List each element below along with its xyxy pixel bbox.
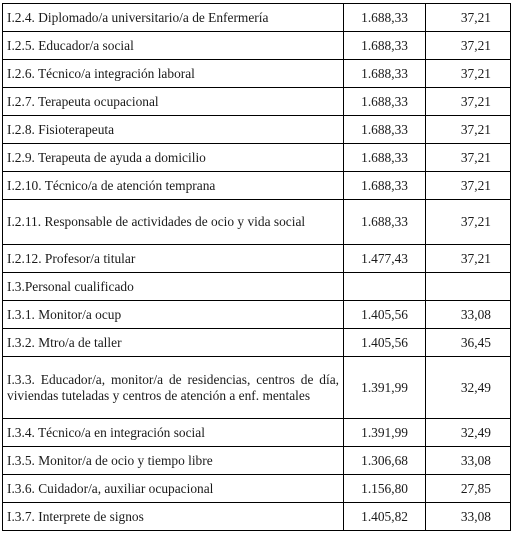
extra-cell: 27,85 — [426, 475, 511, 503]
salary-cell: 1.391,99 — [344, 357, 426, 419]
category-cell: I.2.4. Diplomado/a universitario/a de Enfermería — [3, 4, 344, 32]
category-cell: I.2.5. Educador/a social — [3, 32, 344, 60]
extra-cell: 33,08 — [426, 301, 511, 329]
table-row — [3, 329, 511, 357]
category-cell: I.2.11. Responsable de actividades de ocio y vida social — [3, 200, 344, 245]
table-row — [3, 357, 511, 419]
category-cell: I.3.7. Interprete de signos — [3, 503, 344, 531]
salary-table — [2, 3, 511, 531]
category-cell: I.2.10. Técnico/a de atención temprana — [3, 172, 344, 200]
table-row — [3, 301, 511, 329]
extra-cell: 37,21 — [426, 116, 511, 144]
extra-cell: 37,21 — [426, 144, 511, 172]
category-cell: I.2.7. Terapeuta ocupacional — [3, 88, 344, 116]
salary-cell: 1.688,33 — [344, 4, 426, 32]
section-header-row — [3, 273, 511, 301]
category-cell: I.2.8. Fisioterapeuta — [3, 116, 344, 144]
salary-cell: 1.688,33 — [344, 144, 426, 172]
table-row — [3, 245, 511, 273]
salary-cell: 1.405,56 — [344, 301, 426, 329]
table-row — [3, 88, 511, 116]
salary-cell: 1.156,80 — [344, 475, 426, 503]
salary-cell: 1.688,33 — [344, 200, 426, 245]
salary-cell: 1.688,33 — [344, 88, 426, 116]
table-row — [3, 172, 511, 200]
extra-cell: 33,08 — [426, 503, 511, 531]
extra-cell: 32,49 — [426, 357, 511, 419]
table-row — [3, 116, 511, 144]
salary-cell: 1.688,33 — [344, 116, 426, 144]
salary-cell: 1.306,68 — [344, 447, 426, 475]
salary-cell: 1.405,82 — [344, 503, 426, 531]
category-cell: I.2.9. Terapeuta de ayuda a domicilio — [3, 144, 344, 172]
category-cell: I.2.6. Técnico/a integración laboral — [3, 60, 344, 88]
extra-cell: 33,08 — [426, 447, 511, 475]
table-row — [3, 144, 511, 172]
salary-cell: 1.688,33 — [344, 60, 426, 88]
extra-cell: 32,49 — [426, 419, 511, 447]
salary-cell: 1.391,99 — [344, 419, 426, 447]
table-row — [3, 60, 511, 88]
salary-cell: 1.405,56 — [344, 329, 426, 357]
salary-cell: 1.477,43 — [344, 245, 426, 273]
category-cell: I.3.5. Monitor/a de ocio y tiempo libre — [3, 447, 344, 475]
table-row — [3, 4, 511, 32]
extra-cell: 37,21 — [426, 4, 511, 32]
table-row — [3, 475, 511, 503]
table-row — [3, 200, 511, 245]
category-cell: I.3.4. Técnico/a en integración social — [3, 419, 344, 447]
extra-cell: 36,45 — [426, 329, 511, 357]
extra-cell — [426, 273, 511, 301]
extra-cell: 37,21 — [426, 88, 511, 116]
extra-cell: 37,21 — [426, 60, 511, 88]
extra-cell: 37,21 — [426, 200, 511, 245]
category-cell: I.3.2. Mtro/a de taller — [3, 329, 344, 357]
extra-cell: 37,21 — [426, 172, 511, 200]
table-row — [3, 32, 511, 60]
extra-cell: 37,21 — [426, 32, 511, 60]
table-row — [3, 447, 511, 475]
section-title: I.3.Personal cualificado — [3, 273, 344, 301]
extra-cell: 37,21 — [426, 245, 511, 273]
salary-cell: 1.688,33 — [344, 172, 426, 200]
table-row — [3, 419, 511, 447]
salary-cell: 1.688,33 — [344, 32, 426, 60]
salary-cell — [344, 273, 426, 301]
table-row — [3, 503, 511, 531]
category-cell: I.3.6. Cuidador/a, auxiliar ocupacional — [3, 475, 344, 503]
category-cell: I.3.1. Monitor/a ocup — [3, 301, 344, 329]
category-cell: I.2.12. Profesor/a titular — [3, 245, 344, 273]
category-cell: I.3.3. Educador/a, monitor/a de residencias, centros de día, viviendas tuteladas y centros de atención a enf. mentales — [3, 357, 344, 419]
